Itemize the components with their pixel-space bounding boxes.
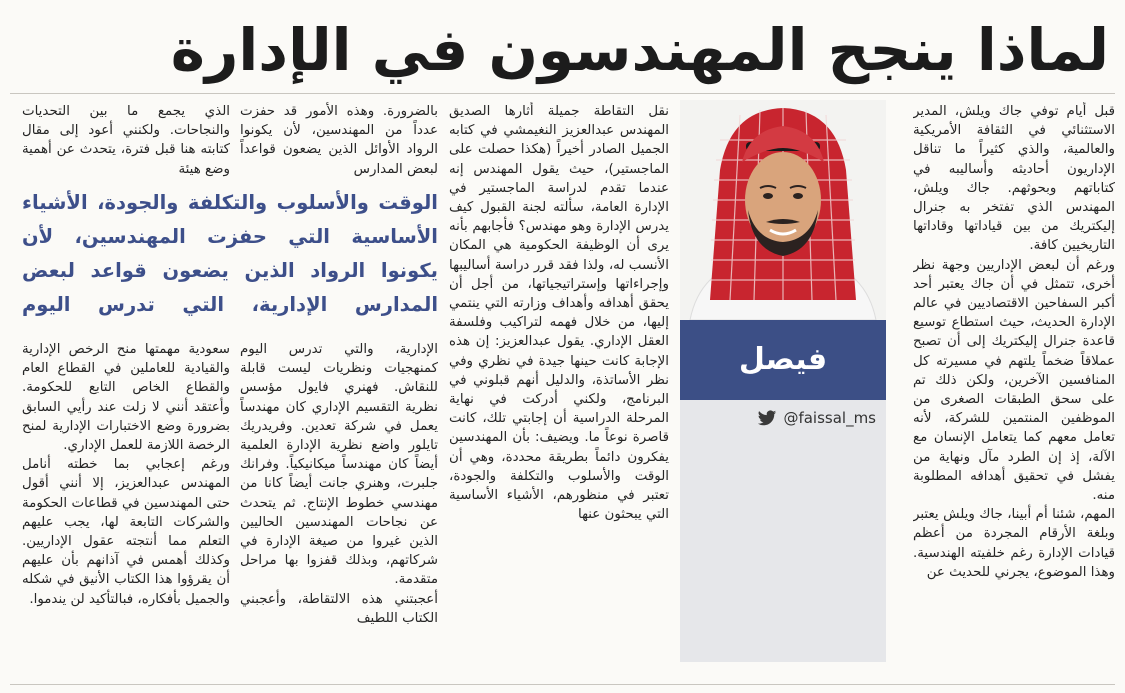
author-name-box — [680, 320, 886, 400]
article-column-3: بالضرورة. وهذه الأمور قد حفزت عدداً من المهندسين، لأن يكونوا الرواد الأوائل الذين يضعون قواعداً لبعض المدارس — [240, 104, 438, 177]
article-column-2: نقل التقاطة جميلة أثارها الصديق المهندس عبدالعزيز النغيمشي في كتابه الجميل الصادر أخيراً (هكذا حصلت على الماجستير)، حيث يقول المهندس إنه عندما تقدم لدراسة الماجستير في الإدارة العامة، سألته لجنة القبول كيف يدرس الإدارة وهو مهندس؟ فأجابهم بأنه يرى أن الوظيفة الحكومية هي المكان الأنسب له، ولذا فقد قرر دراسة أساليبها وإجراءاتها وإستراتيجياتها، من أجل أن يحقق أهدافه وأهداف وزارته التي ينتمي إليها، من خلال فهمه لتراكيب وفلسفة العقل الإداري. يقول عبدالعزيز: إن هذه الإجابة كانت حينها جيدة في نظري وفي نظر الأساتذة، والدليل أنهم قبلوني في البرنامج، ولكني أدركت في نهاية المرحلة الدراسية أن إجابتي تلك، كانت قاصرة نوعاً ما. ويضيف: بأن المهندسين يفكرون دائماً بطريقة محددة، وهي أن الوقت والأسلوب والتكلفة والجودة، تعتبر في منظورهم، الأشياء الأساسية التي يبحثون عنها — [449, 104, 669, 523]
article-column-4: الذي يجمع ما بين التحديات والنجاحات. ولكنني أعود إلى مقال كتابته هنا قبل فترة، يتحدث عن أهمية وضع هيئة — [22, 104, 230, 177]
author-portrait-illustration — [680, 100, 886, 320]
twitter-icon — [757, 408, 777, 428]
article-column-6: سعودية مهمتها منح الرخص الإدارية والقيادية للعاملين في القطاع العام والقطاع الخاص التابع للحكومة. وأعتقد أنني لا زلت عند رأيي السابق بضرورة وضع الاختبارات الإدارية لمنح الرخصة اللازمة للعمل الإداري. ورغم إعجابي بما خطته أنامل المهندس عبدالعزيز، إلا أنني أقول حتى المهندسين في قطاعات الحكومة والشركات التابعة لها، يجب عليهم التعلم مما أنتجته عقول الإداريين. وكذلك أهمس في آذانهم بأن عليهم أن يقرؤوا هذا الكتاب الأنيق في شكله والجميل بأفكاره، فبالتأكيد لن يندموا. — [22, 342, 230, 607]
footer-divider — [10, 684, 1115, 685]
article-column-5: الإدارية، والتي تدرس اليوم كمنهجيات ونظريات ليست قابلة للنقاش. فهنري فايول مؤسس نظرية التقسيم الإداري كان مهندساً يعمل في شركة تعدين. وفريدريك تايلور واضع نظرية الإدارة العلمية أيضاً كان مهندساً ميكانيكياً. وفرانك جلبرت، وهنري جانت أيضاً كانا من مهندسي خطوط الإنتاج. ثم يتحدث عن نجاحات المهندسين الحاليين الذين غيروا من صيغة الإدارة في شركاتهم، وبذلك قفزوا بها مراحل متقدمة. أعجبتني هذه الالتقاطة، وأعجبني الكتاب اللطيف — [240, 342, 438, 626]
article-headline: لماذا ينجح المهندسون في الإدارة — [170, 16, 1109, 84]
author-photo — [680, 100, 886, 320]
headline-divider — [10, 93, 1115, 94]
author-name: فيصل — [738, 342, 828, 377]
article-column-1: قبل أيام توفي جاك ويلش، المدير الاستثنائي في الثقافة الأمريكية والعالمية، والذي كثيراً ما تناقل الإداريون أحاديثه وأساليبه في كتاباتهم وبحوثهم. جاك ويلش، المهندس الذي تفتخر به جنرال إليكتريك من بين قياداتها وقاداتها التاريخيين كافة. ورغم أن لبعض الإداريين وجهة نظر أخرى، تتمثل في أن جاك يعتبر أحد أكبر السفاحين الاقتصاديين في عالم الإدارة الحديث، حيث استطاع توسيع قاعدة جنرال إليكتريك إلى أن تصبح عملاقاً ضخماً يلتهم في مسيرته كل المنافسين الآخرين، ولكن ذلك تم على سحق الطبقات الصغرى من الموظفين المنتمين للشركة، لأنه تعامل معهم كما يتعامل الإنسان مع الآلة، إذ إن الطرد مآل ونهاية من يفشل في تحقيق أهدافه المطلوبة منه. المهم، شئنا أم أبينا، جاك ويلش يعتبر وبلغة الأرقام المجردة من أعظم قيادات الإدارة رغم خلفيته الهندسية. وهذا الموضوع، يجرني للحديث عن — [913, 104, 1115, 580]
author-handle-box — [680, 400, 886, 662]
pull-quote: الوقت والأسلوب والتكلفة والجودة، الأشياء الأساسية التي حفزت المهندسين، لأن يكونوا الرواد الذين يضعون قواعد لبعض المدارس الإدارية، التي تدرس اليوم — [22, 191, 438, 316]
author-twitter-handle[interactable] — [680, 406, 876, 430]
handle-text: @faissal_ms — [783, 409, 876, 427]
